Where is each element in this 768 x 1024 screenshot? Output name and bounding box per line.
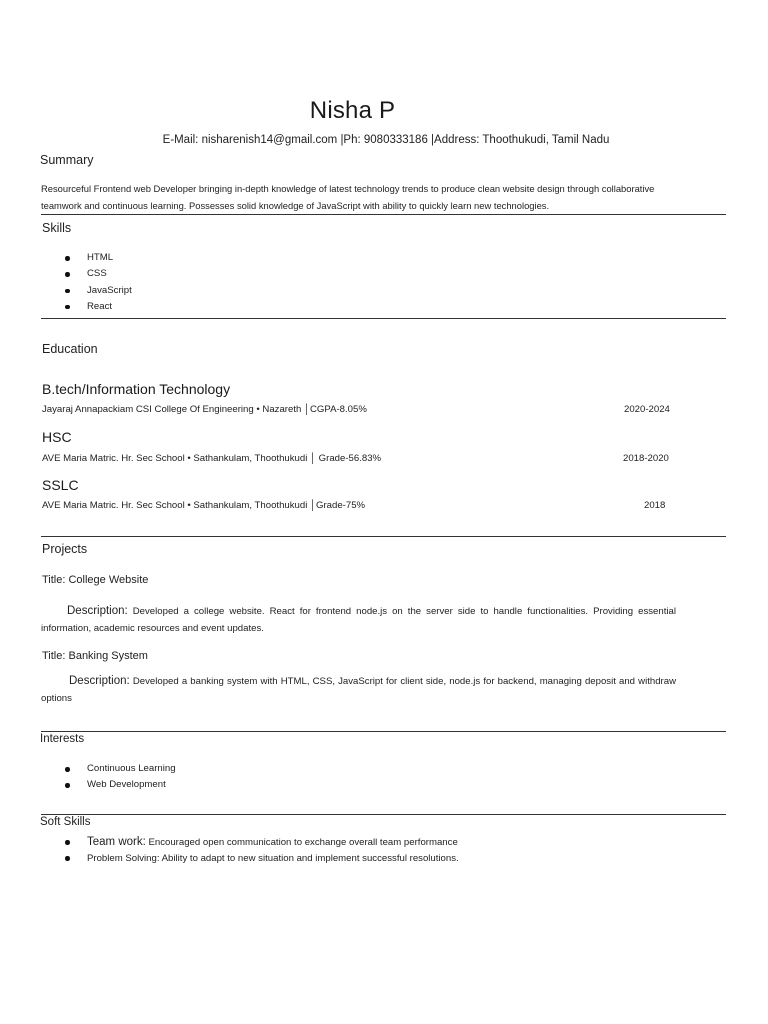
interests-list	[65, 761, 176, 794]
degree-title: HSC	[42, 429, 72, 445]
bullet-icon	[65, 783, 70, 788]
degree-title: B.tech/Information Technology	[42, 381, 231, 397]
summary-heading: Summary	[40, 153, 94, 167]
divider	[41, 814, 726, 815]
bullet-icon	[65, 305, 70, 310]
description-label: Description:	[67, 605, 128, 617]
bullet-icon	[65, 289, 70, 294]
project-description	[41, 603, 676, 637]
list-item	[65, 777, 176, 793]
skill-label: CSS	[87, 268, 107, 280]
divider	[41, 214, 726, 215]
soft-skill-label: Team work:	[87, 836, 146, 848]
education-detail: AVE Maria Matric. Hr. Sec School • Sathankulam, Thoothukudi │ Grade-56.83%	[42, 453, 382, 464]
summary-text: Resourceful Frontend web Developer bringing in-depth knowledge of latest technology trends to produce clean website design through collaborative teamwork and continuous learning. Possesses solid knowledge of JavaScript with ability to quickly learn new technologies.	[41, 183, 655, 211]
education-years: 2020-2024	[624, 404, 670, 415]
soft-skill-text: Encouraged open communication to exchange overall team performance	[145, 837, 458, 848]
education-detail: AVE Maria Matric. Hr. Sec School • Sathankulam, Thoothukudi │Grade-75%	[42, 500, 366, 511]
divider	[41, 318, 726, 319]
education-heading: Education	[42, 342, 98, 356]
list-item	[65, 299, 132, 315]
education-years: 2018	[644, 500, 666, 511]
bullet-icon	[65, 272, 70, 277]
project-title: Title: Banking System	[42, 650, 148, 662]
bullet-icon	[65, 840, 70, 845]
degree-title: SSLC	[42, 477, 79, 493]
skills-heading: Skills	[42, 221, 72, 235]
list-item	[65, 283, 132, 299]
skill-label: HTML	[87, 252, 114, 263]
bullet-icon	[65, 767, 70, 772]
skill-label: React	[87, 300, 113, 312]
interest-label: Continuous Learning	[87, 763, 176, 774]
bullet-icon	[65, 256, 70, 261]
candidate-name: Nisha P	[309, 97, 396, 124]
interest-label: Web Development	[87, 779, 166, 791]
interests-heading: Interests	[40, 733, 85, 745]
skills-list	[65, 250, 132, 315]
education-years: 2018-2020	[623, 453, 669, 464]
skill-label: JavaScript	[87, 284, 132, 296]
project-description	[41, 673, 676, 707]
list-item	[65, 850, 459, 866]
divider	[41, 731, 726, 732]
description-text: Developed a college website. React for frontend node.js on the server side to handle functionalities. Providing essential information, academic resources and event updates.	[41, 606, 676, 634]
education-detail: Jayaraj Annapackiam CSI College Of Engineering • Nazareth │CGPA-8.05%	[42, 404, 367, 415]
soft-skill-text: Problem Solving: Ability to adapt to new situation and implement successful resolutions.	[87, 853, 459, 865]
description-text: Developed a banking system with HTML, CSS, JavaScript for client side, node.js for backend, managing deposit and withdraw options	[41, 676, 676, 704]
list-item	[65, 834, 459, 850]
projects-heading: Projects	[42, 542, 88, 556]
list-item	[65, 250, 132, 266]
description-label: Description:	[69, 675, 130, 687]
divider	[41, 536, 726, 537]
list-item	[65, 266, 132, 282]
soft-skills-list	[65, 834, 459, 867]
soft-skills-heading: Soft Skills	[40, 816, 91, 828]
contact-line: E-Mail: nisharenish14@gmail.com |Ph: 9080333186 |Address: Thoothukudi, Tamil Nadu	[162, 134, 610, 146]
list-item	[65, 761, 176, 777]
bullet-icon	[65, 856, 70, 861]
project-title: Title: College Website	[42, 574, 149, 586]
